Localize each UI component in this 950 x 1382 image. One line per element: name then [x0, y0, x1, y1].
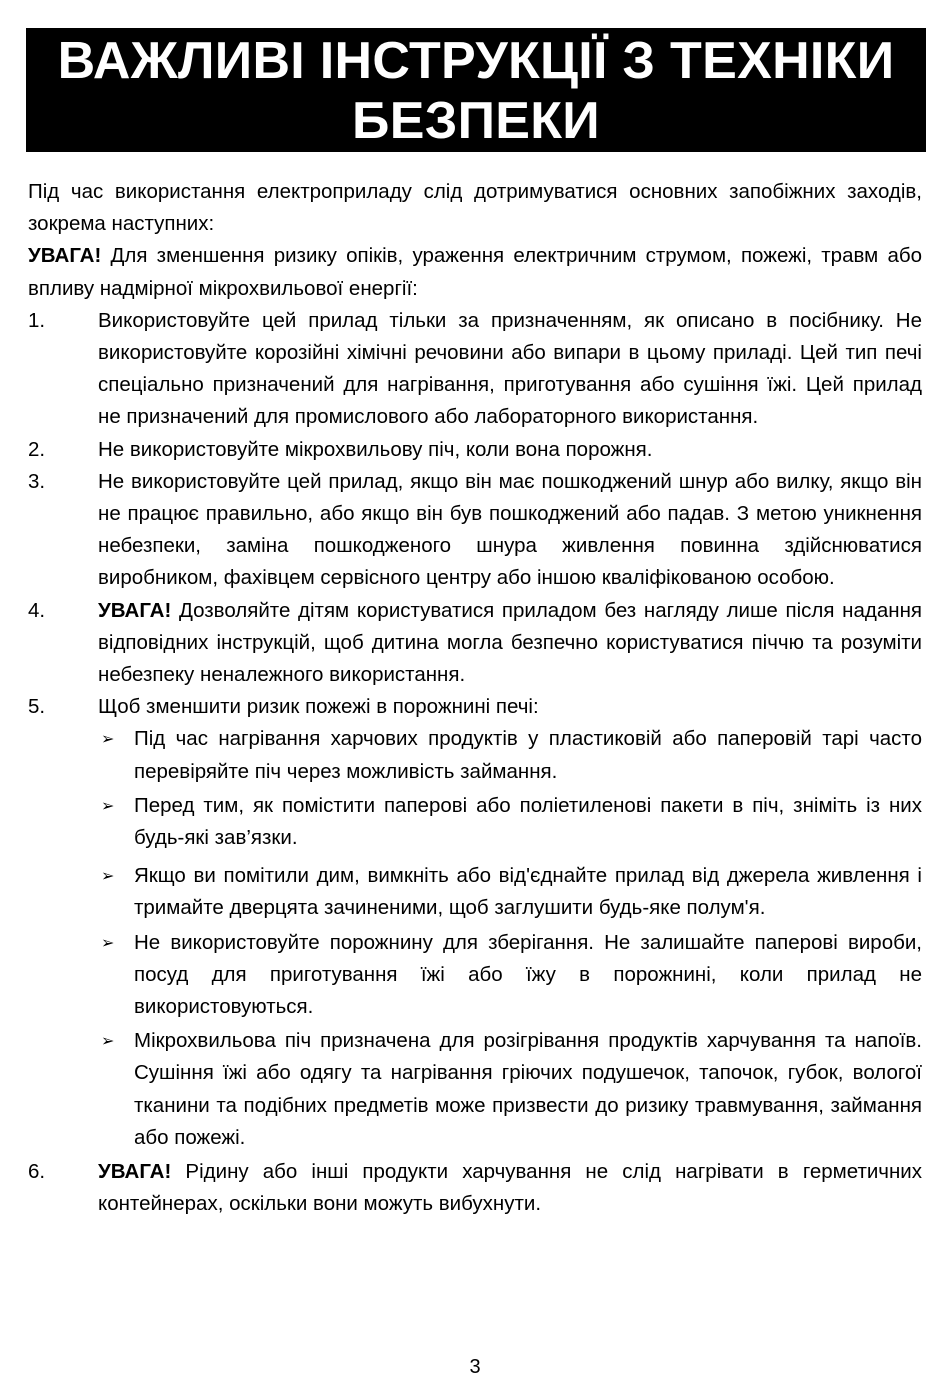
arrow-bullet-icon: ➢ [101, 866, 115, 886]
sub-list-item [98, 723, 922, 787]
warning-paragraph [28, 240, 922, 304]
item-number: 1. [28, 308, 46, 332]
warning-label: УВАГА! [98, 598, 172, 622]
warning-text: Для зменшення ризику опіків, ураження електричним струмом, пожежі, травм або впливу надмірної мікрохвильової енергії: [28, 244, 922, 300]
item-number: 4. [28, 598, 46, 622]
item-text: Не використовуйте цей прилад, якщо він має пошкоджений шнур або вилку, якщо він не працює правильно, або якщо він був пошкоджений або падав. З метою уникнення небезпеки, заміна пошкодженого шнура живлення повинна здійснюватися виробником, фахівцем сервісного центру або іншою кваліфікованою особою. [98, 469, 922, 590]
item-text: Рідину або інші продукти харчування не слід нагрівати в герметичних контейнерах, оскільки вони можуть вибухнути. [98, 1160, 922, 1216]
sub-list-item [98, 927, 922, 1024]
page-title [26, 28, 926, 152]
item-text: Щоб зменшити ризик пожежі в порожнині печі: [98, 695, 539, 719]
warning-label: УВАГА! [98, 1160, 172, 1184]
arrow-bullet-icon: ➢ [101, 1031, 115, 1051]
arrow-bullet-icon: ➢ [101, 729, 115, 749]
list-item [28, 1156, 922, 1220]
list-item [28, 305, 922, 434]
list-item [28, 595, 922, 692]
item-text: Дозволяйте дітям користуватися приладом без нагляду лише після надання відповідних інструкцій, щоб дитина могла безпечно користуватися піччю та розуміти небезпеку неналежного використання. [98, 598, 922, 687]
fire-risk-sublist [98, 723, 922, 1154]
sub-list-item [98, 790, 922, 854]
safety-instructions-list [28, 305, 922, 1221]
item-number: 3. [28, 469, 46, 493]
sub-item-text: Перед тим, як помістити паперові або поліетиленові пакети в піч, зніміть із них будь-які зав’язки. [134, 793, 922, 850]
sub-list-item [98, 860, 922, 924]
sub-item-text: Під час нагрівання харчових продуктів у пластиковій або паперовій тарі часто перевіряйте піч через можливість займання. [134, 727, 922, 783]
item-text: Не використовуйте мікрохвильову піч, коли вона порожня. [98, 437, 653, 461]
page-title-line-1: ВАЖЛИВІ ІНСТРУКЦІЇ З ТЕХНІКИ [57, 32, 895, 90]
list-item [28, 434, 922, 466]
item-body [98, 595, 922, 692]
sub-item-text: Мікрохвильова піч призначена для розігрівання продуктів харчування та напоїв. Сушіння їжі або одягу та нагрівання гріючих подушечок, тапочок, губок, вологої тканини та подібних предметів може призвести до ризику травмування, займання або пожежі. [134, 1029, 922, 1149]
list-item [28, 466, 922, 595]
item-text: Використовуйте цей прилад тільки за призначенням, як описано в посібнику. Не використовуйте корозійні хімічні речовини або випари в цьому приладі. Цей тип печі спеціально призначений для нагрівання, приготування або сушіння їжі. Цей прилад не призначений для промислового або лабораторного використання. [98, 308, 922, 429]
item-body [98, 1156, 922, 1220]
intro-paragraph: Під час використання електроприладу слід дотримуватися основних запобіжних заходів, зокрема наступних: [28, 180, 922, 236]
arrow-bullet-icon: ➢ [101, 795, 115, 815]
item-number: 2. [28, 437, 46, 461]
page-title-line-2: БЕЗПЕКИ [352, 92, 600, 150]
document-body [28, 176, 922, 1221]
page-number: 3 [469, 1356, 481, 1378]
sub-item-text: Якщо ви помітили дим, вимкніть або від'єднайте прилад від джерела живлення і тримайте дверцята зачиненими, щоб заглушити будь-яке полум'я. [134, 864, 922, 920]
arrow-bullet-icon: ➢ [101, 932, 115, 952]
warning-label: УВАГА! [28, 244, 102, 268]
item-body [98, 691, 922, 1156]
sub-item-text: Не використовуйте порожнину для зберігання. Не залишайте паперові вироби, посуд для приготування їжі або їжу в порожнині, коли прилад не використовуються. [134, 930, 922, 1019]
list-item [28, 691, 922, 1156]
item-number: 6. [28, 1160, 46, 1184]
item-number: 5. [28, 695, 46, 719]
sub-list-item [98, 1025, 922, 1154]
